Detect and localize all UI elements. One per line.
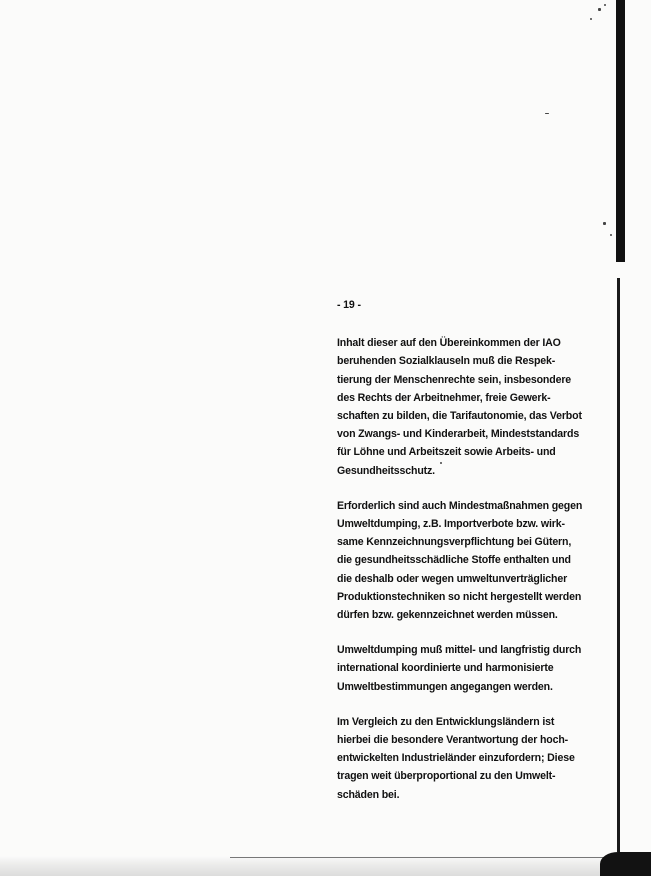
text-line: die deshalb oder wegen umweltunverträglicher: [337, 572, 568, 585]
text-line: die gesundheitsschädliche Stoffe enthalten und: [337, 554, 571, 567]
scan-bottom-band: [0, 856, 605, 876]
text-line: tierung der Menschenrechte sein, insbesondere: [337, 373, 572, 386]
scan-speck: [590, 18, 592, 20]
body-text: [337, 296, 583, 821]
text-line: schäden bei.: [337, 788, 400, 801]
text-line: same Kennzeichnungsverpflichtung bei Gütern,: [337, 536, 572, 549]
text-line: Inhalt dieser auf den Übereinkommen der IAO: [337, 337, 561, 350]
page-number: - 19 -: [337, 299, 361, 311]
text-line: international koordinierte und harmonisierte: [337, 662, 554, 675]
text-line: dürfen bzw. gekennzeichnet werden müssen.: [337, 609, 558, 622]
scan-speck: [610, 234, 612, 236]
scan-speck: [604, 4, 606, 6]
text-line: beruhenden Sozialklauseln muß die Respek-: [337, 355, 556, 368]
text-line: Gesundheitsschutz.: [337, 464, 435, 477]
text-line: Produktionstechniken so nicht hergestellt werden: [337, 590, 582, 603]
scan-speck: [598, 8, 601, 11]
paragraph-social-clauses: [337, 334, 582, 480]
text-line: Im Vergleich zu den Entwicklungsländern ist: [337, 715, 555, 728]
text-line: Umweltdumping muß mittel- und langfristig durch: [337, 644, 582, 657]
text-line: von Zwangs- und Kinderarbeit, Mindeststandards: [337, 428, 580, 441]
paragraph-industrial-countries-responsibility: [337, 713, 577, 804]
text-line: schaften zu bilden, die Tarifautonomie, das Verbot: [337, 410, 582, 423]
scan-bottom-rule: [230, 857, 610, 858]
scan-edge-bar: [616, 0, 625, 262]
text-line: des Rechts der Arbeitnehmer, freie Gewerk-: [337, 391, 551, 404]
text-line: entwickelten Industrieländer einzufordern; Diese: [337, 752, 575, 765]
scan-edge-line: [617, 278, 620, 852]
scan-speck: [603, 222, 606, 225]
scan-speck: [545, 113, 549, 114]
paragraph-environmental-dumping-measures: [337, 497, 583, 624]
text-line: Umweltdumping, z.B. Importverbote bzw. wirk-: [337, 518, 565, 531]
text-line: Erforderlich sind auch Mindestmaßnahmen gegen: [337, 499, 583, 512]
text-line: tragen weit überproportional zu den Umwelt-: [337, 770, 556, 783]
text-line: Umweltbestimmungen angegangen werden.: [337, 680, 553, 693]
text-line: für Löhne und Arbeitszeit sowie Arbeits- und: [337, 446, 556, 459]
paragraph-international-coordination: [337, 641, 582, 696]
text-line: hierbei die besondere Verantwortung der hoch-: [337, 734, 569, 747]
scan-corner-shadow: [600, 852, 651, 876]
